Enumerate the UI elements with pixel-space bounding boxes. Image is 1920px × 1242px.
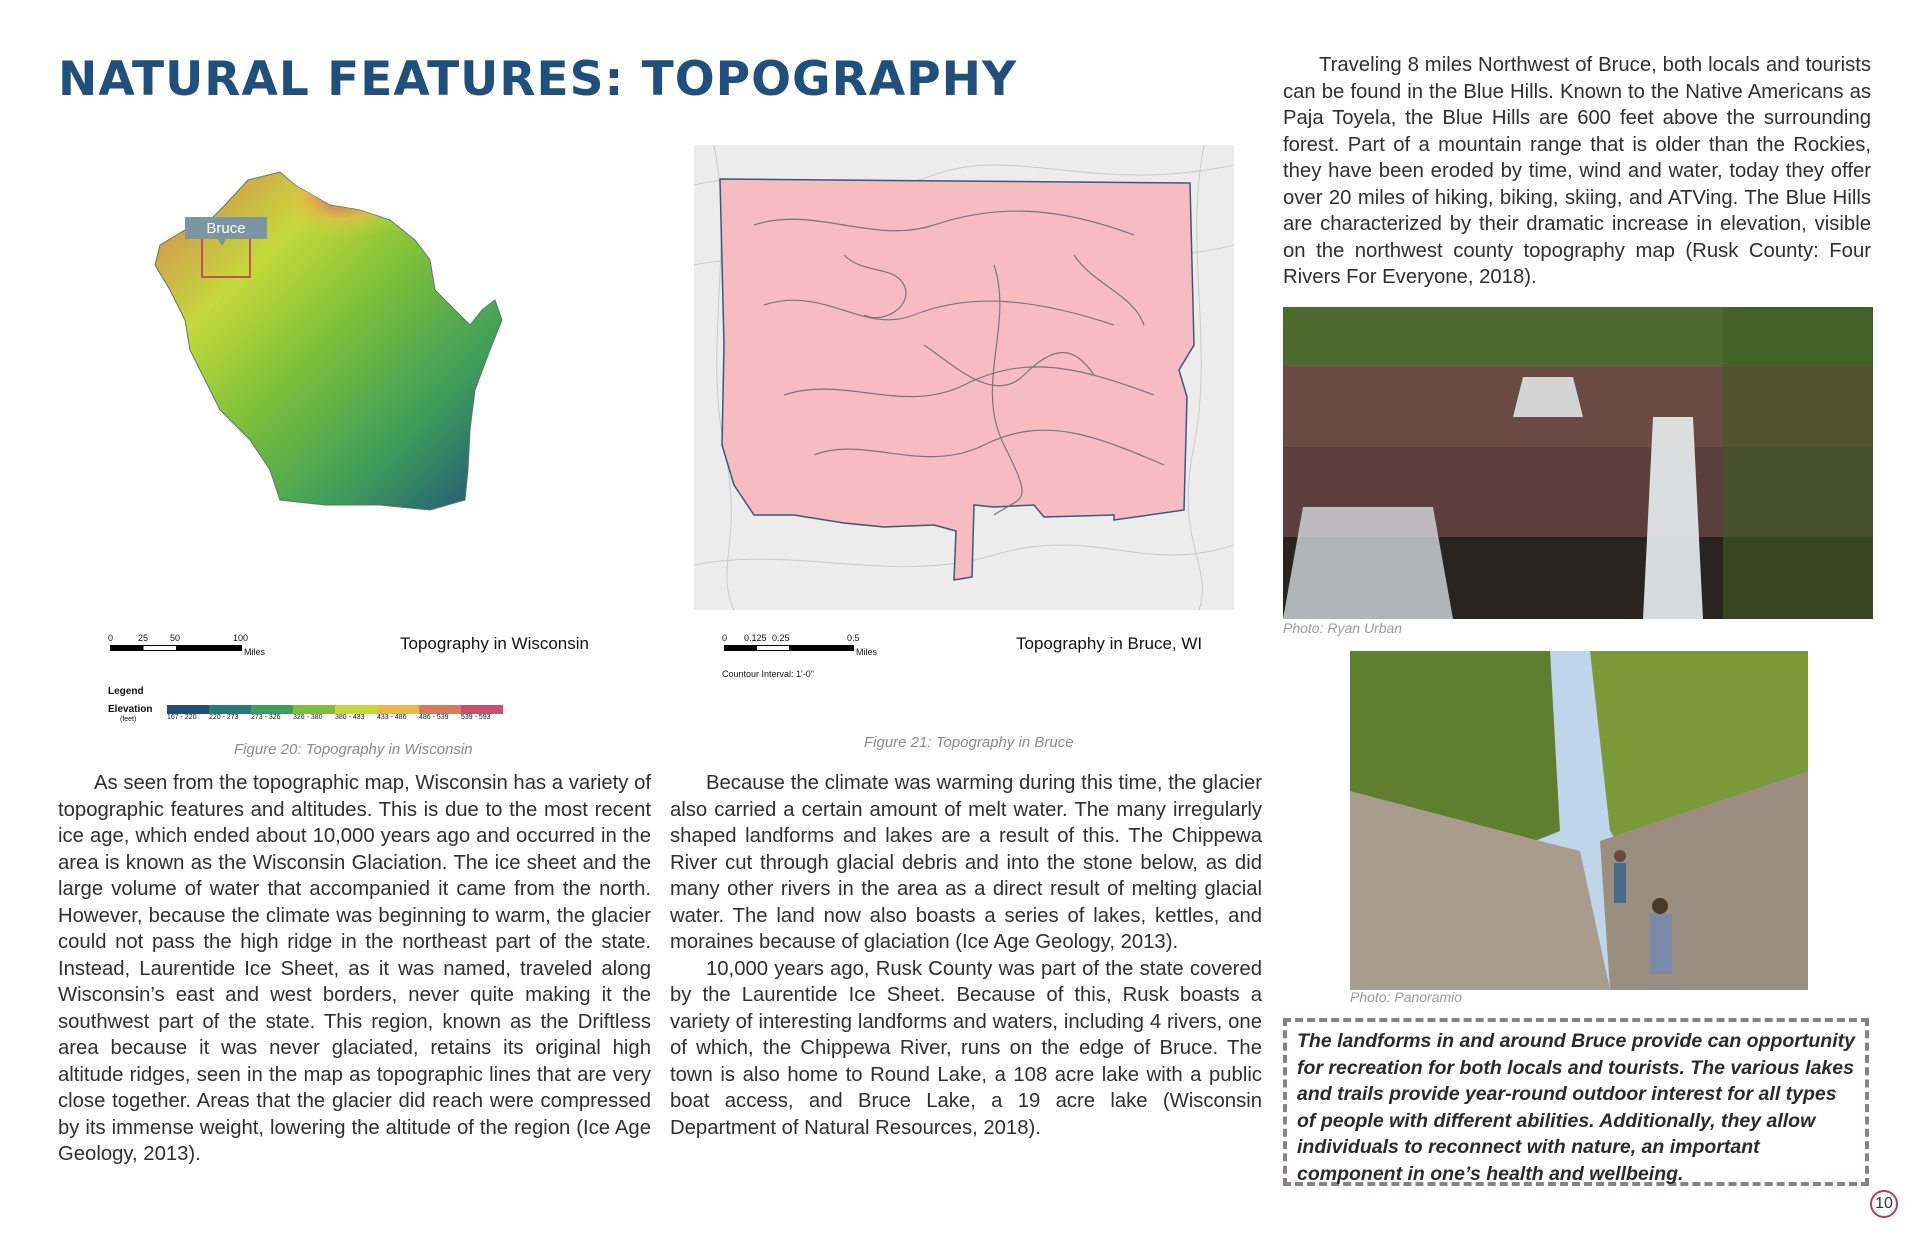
photo2-credit: Photo: Panoramio: [1350, 989, 1463, 1005]
scale-bar-1: [108, 633, 266, 661]
photo1-credit: Photo: Ryan Urban: [1283, 620, 1403, 636]
legend-range: 220 - 273: [209, 714, 239, 721]
legend-range: 539 - 593: [461, 714, 491, 721]
column-1-text: [58, 770, 651, 1168]
waterfall-illustration: [1283, 307, 1873, 619]
legend-range: 167 - 220: [167, 714, 197, 721]
waterfall-photo: [1283, 307, 1873, 619]
legend-swatch: [461, 705, 503, 714]
wisconsin-map-graphic: [130, 150, 625, 610]
page-title: NATURAL FEATURES: TOPOGRAPHY: [58, 52, 1018, 107]
legend-elevation: Elevation: [108, 704, 153, 715]
scale2-tick-1: 0.125: [744, 633, 767, 643]
scale2-tick-0: 0: [722, 633, 728, 643]
figure20-caption: Figure 20: Topography in Wisconsin: [234, 741, 473, 758]
col1-paragraph: As seen from the topographic map, Wisconsin has a variety of topographic features and altitudes. This is due to the most recent ice age, which ended about 10,000 years ago and occurred in the area is known as the Wisconsin Glaciation. The ice sheet and the large volume of water that accompanied it came from the north. However, because the climate was beginning to warm, the glacier could not pass the high ridge in the northeast part of the state. Instead, Laurentide Ice Sheet, as it was named, traveled along Wisconsin’s east and west borders, never quite making it the southwest part of the state. This region, known as the Driftless area because it was never glaciated, retains its original high altitude ridges, seen in the map as topographic lines that are very close together. Areas that the glacier did reach were compressed by its immense weight, lowering the altitude of the region (Ice Age Geology, 2013).: [58, 772, 651, 1165]
scale2-tick-2: 0.25: [772, 633, 790, 643]
bruce-map: [694, 145, 1234, 610]
hikers-illustration: [1350, 651, 1808, 990]
intro-paragraph: [1283, 52, 1871, 291]
elevation-legend: [167, 705, 503, 721]
legend-range: 273 - 326: [251, 714, 281, 721]
callout-text: The landforms in and around Bruce provide can opportunity for recreation for both locals and tourists. The various lakes and trails provide year-round outdoor interest for all types of people with different abilities. Additionally, they allow individuals to reconnect with nature, an important component in one’s health and wellbeing.: [1297, 1030, 1855, 1185]
contour-interval: Countour Interval: 1'-0": [722, 669, 814, 679]
legend-swatch: [377, 705, 419, 714]
col2-paragraph-1: Because the climate was warming during this time, the glacier also carried a certain amount of melt water. The many irregularly shaped landforms and lakes are a result of this. The Chippewa River cut through glacial debris and into the stone below, as did many other rivers in the area as a direct result of melting glacial water. The land now also boasts a series of lakes, kettles, and moraines because of glaciation (Ice Age Geology, 2013).: [670, 772, 1262, 953]
scale1-unit: Miles: [244, 647, 266, 657]
scale-bar-2: [722, 633, 892, 661]
legend-swatch: [335, 705, 377, 714]
intro-text: Traveling 8 miles Northwest of Bruce, both locals and tourists can be found in the Blue Hills. Known to the Native Americans as Paja Toyela, the Blue Hills are 600 feet above the surrounding forest. Part of a mountain range that is older than the Rockies, they have been eroded by time, wind and water, today they offer over 20 miles of hiking, biking, skiing, and ATVing. The Blue Hills are characterized by their dramatic increase in elevation, visible on the northwest county topography map (Rusk County: Four Rivers For Everyone, 2018).: [1283, 54, 1871, 288]
legend-swatch: [251, 705, 293, 714]
scale2-tick-3: 0.5: [847, 633, 860, 643]
legend-swatch: [293, 705, 335, 714]
bruce-boundary-area: [720, 179, 1194, 580]
legend-range: 326 - 380: [293, 714, 323, 721]
wisconsin-map: [130, 150, 625, 610]
legend-swatch: [167, 705, 209, 714]
scale1-tick-2: 50: [170, 633, 181, 643]
legend-title: Legend: [108, 686, 144, 697]
hikers-photo: [1350, 651, 1808, 990]
legend-swatch: [419, 705, 461, 714]
col2-paragraph-2: 10,000 years ago, Rusk County was part of the state covered by the Laurentide Ice Sheet. Because of this, Rusk boasts a variety of interesting landforms and waters, including 4 rivers, one of which, the Chippewa River, runs on the edge of Bruce. The town is also home to Round Lake, a 108 acre lake with a public boat access, and Bruce Lake, a 19 acre lake (Wisconsin Department of Natural Resources, 2018).: [670, 957, 1262, 1139]
scale2-bar: [724, 645, 854, 651]
legend-swatch: [209, 705, 251, 714]
map2-title: Topography in Bruce, WI: [1016, 634, 1203, 653]
legend-range: 380 - 433: [335, 714, 365, 721]
scale1-tick-3: 100: [233, 633, 249, 643]
map1-title: Topography in Wisconsin: [400, 634, 589, 653]
callout-box: [1283, 1018, 1869, 1186]
bruce-map-graphic: [694, 145, 1234, 610]
scale2-unit: Miles: [856, 647, 878, 657]
scale1-bar: [110, 645, 242, 651]
column-2-text: [670, 770, 1262, 1141]
legend-unit: (feet): [120, 716, 137, 723]
legend-range: 486 - 539: [419, 714, 449, 721]
scale1-tick-0: 0: [108, 633, 114, 643]
scale1-tick-1: 25: [138, 633, 149, 643]
bruce-label: Bruce: [206, 220, 246, 237]
figure21-caption: Figure 21: Topography in Bruce: [864, 734, 1074, 751]
legend-range: 433 - 486: [377, 714, 407, 721]
page-number: 10: [1870, 1190, 1898, 1218]
